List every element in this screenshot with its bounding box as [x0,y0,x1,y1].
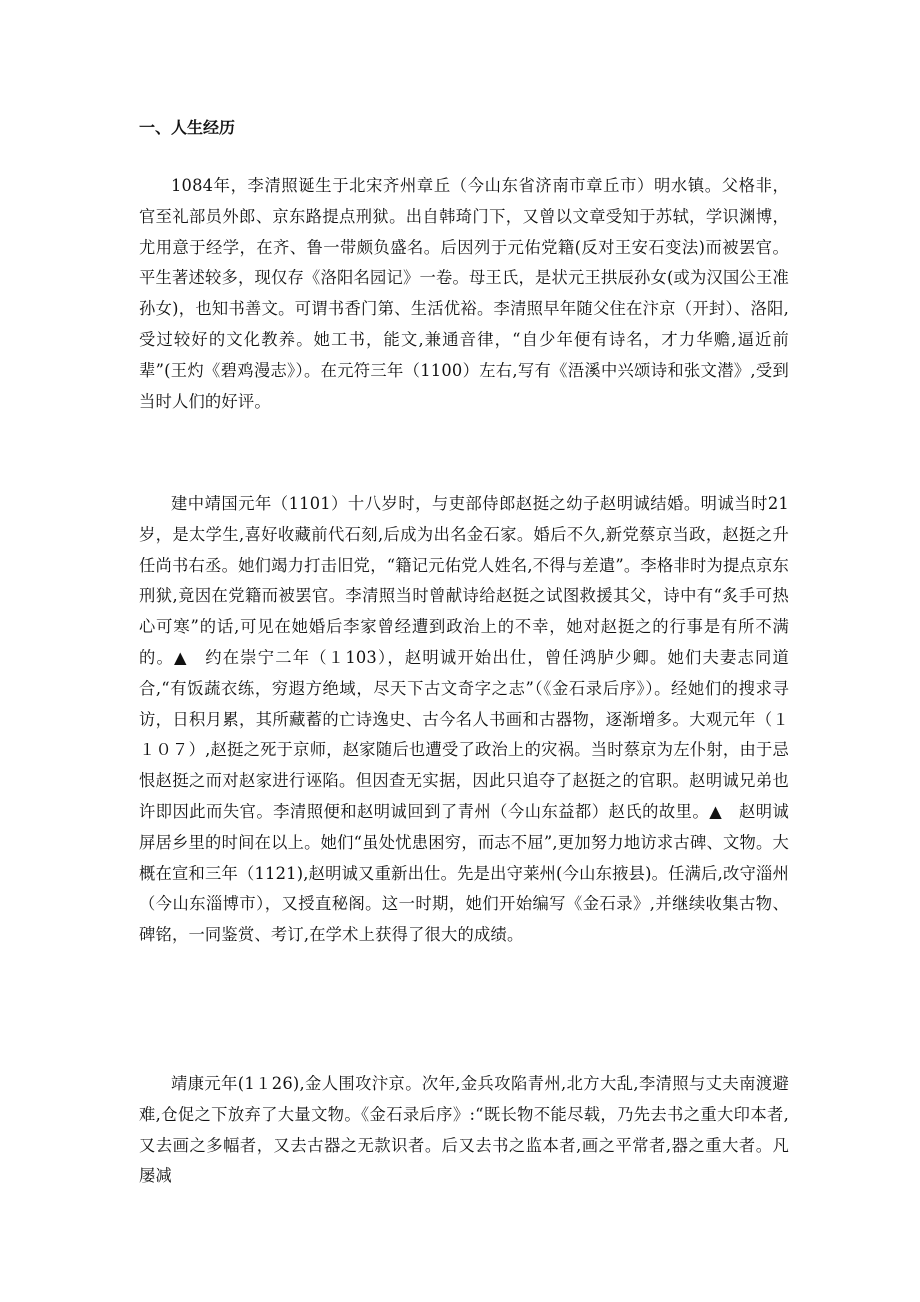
paragraph-2: 建中靖国元年（1101）十八岁时，与吏部侍郎赵挺之幼子赵明诚结婚。明诚当时21岁，是太学生,喜好收藏前代石刻,后成为出名金石家。婚后不久,新党蔡京当政，赵挺之升任尚书右丞。她们竭力打击旧党，“籍记元佑党人姓名,不得与差遣”。李格非时为提点京东刑狱,竟因在党籍而被罢官。李清照当时曾献诗给赵挺之试图救援其父，诗中有“炙手可热心可寒”的话,可见在她婚后李家曾经遭到政治上的不幸，她对赵挺之的行事是有所不满的。▲ 约在崇宁二年（１103），赵明诚开始出仕，曾任鸿胪少卿。她们夫妻志同道合,“有饭蔬衣练，穷遐方绝域，尽天下古文奇字之志”（《金石录后序》）。经她们的搜求寻访，日积月累，其所藏蓄的亡诗逸史、古今名人书画和古器物，逐渐增多。大观元年（１１０７）,赵挺之死于京师，赵家随后也遭受了政治上的灾祸。当时蔡京为左仆射，由于忌恨赵挺之而对赵家进行诬陷。但因查无实据，因此只追夺了赵挺之的官职。赵明诚兄弟也许即因此而失官。李清照便和赵明诚回到了青州（今山东益都）赵氏的故里。▲ 赵明诚屏居乡里的时间在以上。她们“虽处忧患困穷，而志不屈”,更加努力地访求古碑、文物。大概在宣和三年（1121),赵明诚又重新出仕。先是出守莱州(今山东掖县)。任满后,改守淄州（今山东淄博市），又授直秘阁。这一时期，她们开始编写《金石录》,并继续收集古物、碑铭，一同鉴赏、考订,在学术上获得了很大的成绩。 [139,494,789,945]
paragraph-1: 1084年，李清照诞生于北宋齐州章丘（今山东省济南市章丘市）明水镇。父格非，官至礼部员外郎、京东路提点刑狱。出自韩琦门下，又曾以文章受知于苏轼，学识渊博，尤用意于经学，在齐、鲁一带颇负盛名。后因列于元佑党籍(反对王安石变法)而被罢官。平生著述较多，现仅存《洛阳名园记》一卷。母王氏，是状元王拱辰孙女(或为汉国公王准孙女)，也知书善文。可谓书香门第、生活优裕。李清照早年随父住在汴京（开封）、洛阳,受过较好的文化教养。她工书，能文,兼通音律，“自少年便有诗名，才力华赡,逼近前辈”(王灼《碧鸡漫志》）。在元符三年（1100）左右,写有《浯溪中兴颂诗和张文潜》,受到当时人们的好评。 [139,176,789,411]
section-heading: 一、人生经历 [139,118,236,137]
paragraph-3: 靖康元年(1１26),金人围攻汴京。次年,金兵攻陷青州,北方大乱,李清照与丈夫南渡避难,仓促之下放弃了大量文物。《金石录后序》:“既长物不能尽载，乃先去书之重大印本者,又去画之多幅者，又去古器之无款识者。后又去书之监本者,画之平常者,器之重大者。凡屡减 [139,1074,789,1186]
